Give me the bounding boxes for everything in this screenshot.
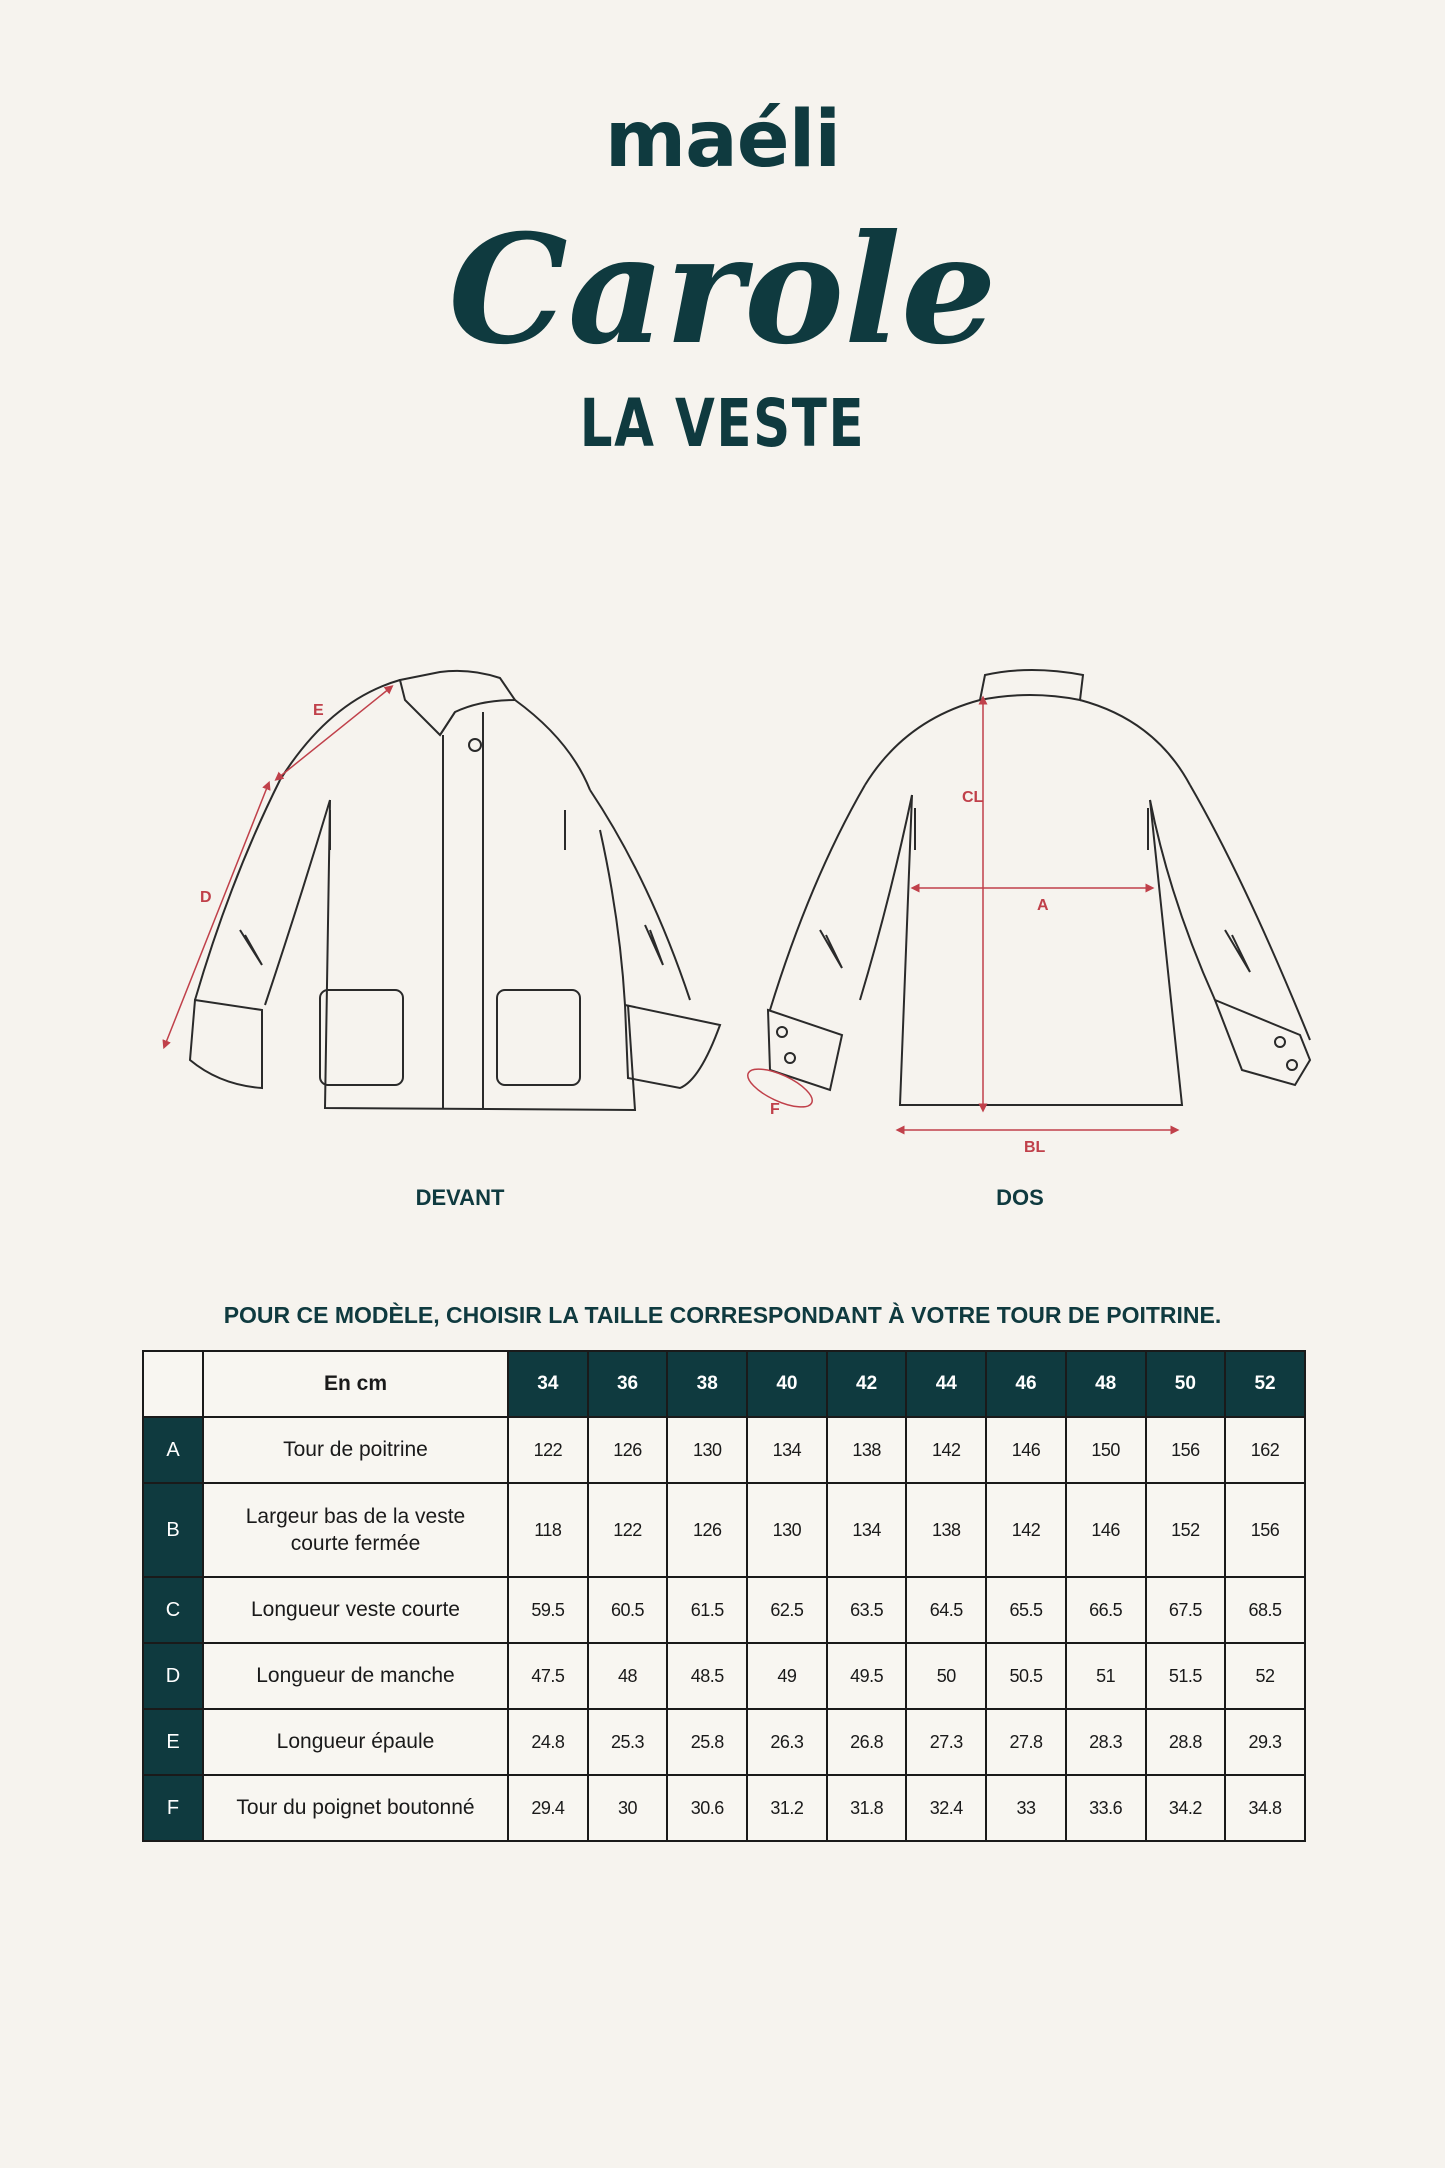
table-cell: 138 <box>906 1483 986 1577</box>
table-cell: 118 <box>508 1483 588 1577</box>
measure-label-bl: BL <box>1024 1139 1046 1156</box>
technical-drawings <box>0 640 1445 1180</box>
table-cell: 52 <box>1225 1643 1305 1709</box>
table-cell: 122 <box>588 1483 668 1577</box>
size-header: 50 <box>1146 1351 1226 1417</box>
size-header-row <box>143 1351 1305 1417</box>
table-cell: 28.8 <box>1146 1709 1226 1775</box>
table-cell: 25.8 <box>667 1709 747 1775</box>
size-header: 52 <box>1225 1351 1305 1417</box>
table-cell: 31.8 <box>827 1775 907 1841</box>
table-cell: 27.3 <box>906 1709 986 1775</box>
size-header: 38 <box>667 1351 747 1417</box>
measure-label-f: F <box>770 1101 780 1118</box>
table-cell: 61.5 <box>667 1577 747 1643</box>
back-measurements <box>743 700 1175 1130</box>
row-letter: F <box>143 1775 203 1841</box>
size-header: 42 <box>827 1351 907 1417</box>
row-letter: D <box>143 1643 203 1709</box>
size-chart-table <box>142 1350 1306 1842</box>
table-cell: 146 <box>1066 1483 1146 1577</box>
table-cell: 146 <box>986 1417 1066 1483</box>
table-cell: 68.5 <box>1225 1577 1305 1643</box>
table-cell: 122 <box>508 1417 588 1483</box>
table-cell: 32.4 <box>906 1775 986 1841</box>
table-row <box>143 1775 1305 1841</box>
table-cell: 134 <box>747 1417 827 1483</box>
table-cell: 162 <box>1225 1417 1305 1483</box>
table-cell: 126 <box>667 1483 747 1577</box>
table-cell: 26.3 <box>747 1709 827 1775</box>
table-cell: 30.6 <box>667 1775 747 1841</box>
table-row <box>143 1417 1305 1483</box>
unit-header: En cm <box>203 1351 508 1417</box>
table-cell: 29.4 <box>508 1775 588 1841</box>
row-label: Tour du poignet boutonné <box>203 1775 508 1841</box>
table-cell: 63.5 <box>827 1577 907 1643</box>
table-cell: 48.5 <box>667 1643 747 1709</box>
table-row <box>143 1709 1305 1775</box>
measure-label-d: D <box>200 889 212 906</box>
table-cell: 49 <box>747 1643 827 1709</box>
table-cell: 156 <box>1225 1483 1305 1577</box>
table-cell: 47.5 <box>508 1643 588 1709</box>
measure-label-e: E <box>313 702 324 719</box>
table-cell: 67.5 <box>1146 1577 1226 1643</box>
back-view-label: DOS <box>996 1185 1044 1210</box>
row-label: Longueur épaule <box>203 1709 508 1775</box>
table-cell: 29.3 <box>1225 1709 1305 1775</box>
table-cell: 130 <box>747 1483 827 1577</box>
table-cell: 156 <box>1146 1417 1226 1483</box>
table-cell: 59.5 <box>508 1577 588 1643</box>
table-cell: 142 <box>906 1417 986 1483</box>
table-cell: 49.5 <box>827 1643 907 1709</box>
row-letter: A <box>143 1417 203 1483</box>
table-cell: 34.2 <box>1146 1775 1226 1841</box>
table-cell: 126 <box>588 1417 668 1483</box>
row-label: Tour de poitrine <box>203 1417 508 1483</box>
front-jacket-drawing <box>190 671 720 1110</box>
table-cell: 27.8 <box>986 1709 1066 1775</box>
table-cell: 130 <box>667 1417 747 1483</box>
row-label: Largeur bas de la veste courte fermée <box>203 1483 508 1577</box>
table-cell: 33.6 <box>1066 1775 1146 1841</box>
front-measurements <box>165 688 390 1045</box>
size-header: 36 <box>588 1351 668 1417</box>
size-header: 34 <box>508 1351 588 1417</box>
measure-label-a: A <box>1037 897 1049 914</box>
size-header: 46 <box>986 1351 1066 1417</box>
table-cell: 51 <box>1066 1643 1146 1709</box>
table-cell: 30 <box>588 1775 668 1841</box>
row-letter: E <box>143 1709 203 1775</box>
table-cell: 24.8 <box>508 1709 588 1775</box>
table-row <box>143 1577 1305 1643</box>
pattern-title: Carole <box>448 202 997 378</box>
table-cell: 65.5 <box>986 1577 1066 1643</box>
row-label: Longueur veste courte <box>203 1577 508 1643</box>
table-row <box>143 1483 1305 1577</box>
size-header: 48 <box>1066 1351 1146 1417</box>
row-letter: B <box>143 1483 203 1577</box>
measure-label-cl: CL <box>962 789 984 806</box>
table-row <box>143 1643 1305 1709</box>
table-cell: 50.5 <box>986 1643 1066 1709</box>
table-cell: 26.8 <box>827 1709 907 1775</box>
table-cell: 48 <box>588 1643 668 1709</box>
table-cell: 152 <box>1146 1483 1226 1577</box>
table-cell: 142 <box>986 1483 1066 1577</box>
table-cell: 51.5 <box>1146 1643 1226 1709</box>
table-cell: 25.3 <box>588 1709 668 1775</box>
brand-logo: maéli <box>604 95 841 185</box>
row-letter: C <box>143 1577 203 1643</box>
table-cell: 28.3 <box>1066 1709 1146 1775</box>
table-cell: 64.5 <box>906 1577 986 1643</box>
table-cell: 31.2 <box>747 1775 827 1841</box>
table-cell: 134 <box>827 1483 907 1577</box>
pattern-subtitle: LA VESTE <box>579 385 866 462</box>
table-cell: 66.5 <box>1066 1577 1146 1643</box>
table-cell: 34.8 <box>1225 1775 1305 1841</box>
table-cell: 60.5 <box>588 1577 668 1643</box>
table-cell: 33 <box>986 1775 1066 1841</box>
size-header: 40 <box>747 1351 827 1417</box>
table-cell: 62.5 <box>747 1577 827 1643</box>
size-header: 44 <box>906 1351 986 1417</box>
front-view-label: DEVANT <box>415 1185 505 1210</box>
size-instruction: POUR CE MODÈLE, CHOISIR LA TAILLE CORRESPONDANT À VOTRE TOUR DE POITRINE. <box>223 1302 1222 1328</box>
table-cell: 50 <box>906 1643 986 1709</box>
table-cell: 150 <box>1066 1417 1146 1483</box>
table-corner-cell <box>143 1351 203 1417</box>
table-cell: 138 <box>827 1417 907 1483</box>
row-label: Longueur de manche <box>203 1643 508 1709</box>
